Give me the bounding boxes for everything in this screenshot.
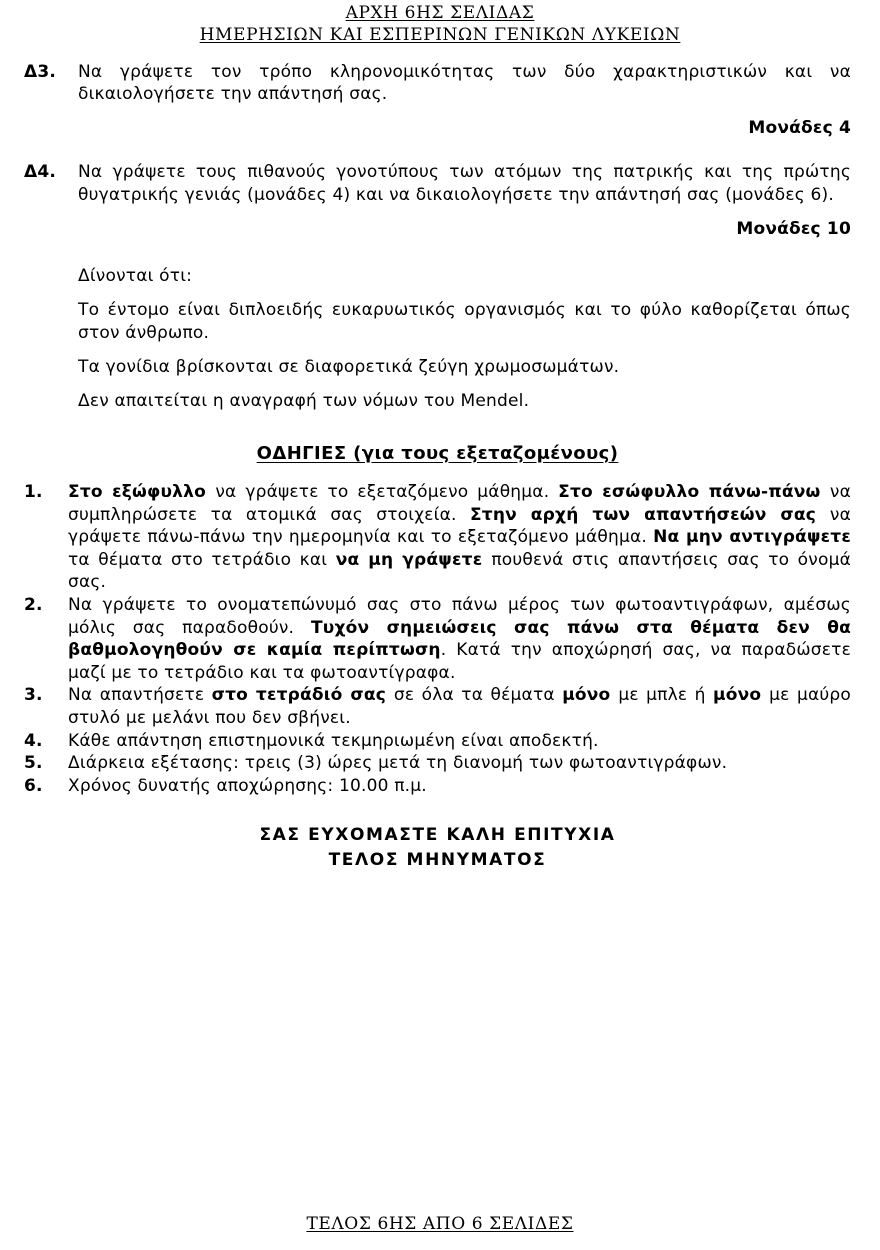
list-item — [24, 752, 851, 775]
list-item — [24, 775, 851, 798]
list-item-text: Διάρκεια εξέτασης: τρεις (3) ώρες μετά τη διανομή των φωτοαντιγράφων. — [68, 753, 728, 774]
question-d4-text: Να γράψετε τους πιθανούς γονοτύπους των ατόμων της πατρικής και της πρώτης θυγατρικής γενιάς (μονάδες 4) και να δικαιολογήσετε την απάντησή σας (μονάδες 6). — [78, 162, 851, 206]
list-item-text: Κάθε απάντηση επιστημονικά τεκμηριωμένη είναι αποδεκτή. — [68, 730, 599, 751]
page-content — [0, 61, 880, 872]
instructions-heading — [24, 443, 851, 464]
page-footer-text: ΤΕΛΟΣ 6ΗΣ ΑΠΟ 6 ΣΕΛΙΔΕΣ — [306, 1214, 574, 1234]
list-item — [24, 684, 851, 729]
list-item-text: Να γράψετε το ονοματεπώνυμό σας στο πάνω μέρος των φωτοαντιγράφων, αμέσως μόλις σας παραδοθούν. Τυχόν σημειώσεις σας πάνω στα θέματα δεν θα βαθμολογηθούν σε καμία περίπτωση. Κατά την αποχώρησή σας, να παραδώσετε μαζί με το τετράδιο και τα φωτοαντίγραφα. — [68, 594, 852, 683]
list-item-number: 5. — [24, 753, 43, 774]
question-d3-marks: Μονάδες 4 — [748, 118, 851, 139]
list-item-text: Στο εξώφυλλο να γράψετε το εξεταζόμενο μάθημα. Στο εσώφυλλο πάνω-πάνω να συμπληρώσετε τα ατομικά σας στοιχεία. Στην αρχή των απαντήσεών σας να γράψετε πάνω-πάνω την ημερομηνία και το εξεταζόμενο μάθημα. Να μην αντιγράψετε τα θέματα στο τετράδιο και να μη γράψετε πουθενά στις απαντήσεις σας το όνομά σας. — [68, 481, 852, 593]
closing-message — [24, 823, 851, 871]
list-item — [24, 481, 851, 594]
list-item-number: 6. — [24, 775, 43, 796]
question-d3-text: Να γράψετε τον τρόπο κληρονομικότητας των δύο χαρακτηριστικών και να δικαιολογήσετε την απάντησή σας. — [78, 61, 851, 105]
question-d3-label: Δ3. — [24, 61, 57, 82]
instructions-list — [24, 481, 851, 798]
header-line-1 — [0, 3, 880, 25]
given-fact-item: Τα γονίδια βρίσκονται σε διαφορετικά ζεύγη χρωμοσωμάτων. — [78, 357, 620, 378]
given-fact-item: Δεν απαιτείται η αναγραφή των νόμων του Mendel. — [78, 391, 530, 411]
header-line-2 — [0, 25, 880, 47]
question-d4-body — [78, 161, 851, 207]
header-line-2-text: ΗΜΕΡΗΣΙΩΝ ΚΑΙ ΕΣΠΕΡΙΝΩΝ ΓΕΝΙΚΩΝ ΛΥΚΕΙΩΝ — [199, 24, 681, 45]
list-item-number: 1. — [24, 481, 43, 502]
page-header — [0, 0, 880, 47]
list-item-number: 4. — [24, 730, 43, 751]
list-item — [24, 730, 851, 753]
closing-line-2: ΤΕΛΟΣ ΜΗΝΥΜΑΤΟΣ — [328, 849, 547, 870]
list-item-number: 3. — [24, 685, 43, 706]
header-line-1-text: ΑΡΧΗ 6ΗΣ ΣΕΛΙΔΑΣ — [345, 3, 535, 23]
list-item-text: Χρόνος δυνατής αποχώρησης: 10.00 π.μ. — [68, 775, 427, 796]
given-facts-intro: Δίνονται ότι: — [78, 266, 193, 287]
given-facts — [24, 265, 851, 413]
list-item-number: 2. — [24, 594, 43, 615]
list-item — [24, 594, 851, 684]
question-d4-label: Δ4. — [24, 162, 57, 183]
given-fact-item: Το έντομο είναι διπλοειδής ευκαρυωτικός οργανισμός και το φύλο καθορίζεται όπως στον άνθρωπο. — [78, 300, 851, 344]
list-item-text: Να απαντήσετε στο τετράδιό σας σε όλα τα θέματα μόνο με μπλε ή μόνο με μαύρο στυλό με μελάνι που δεν σβήνει. — [68, 685, 851, 729]
question-d4 — [24, 161, 851, 207]
question-d3 — [24, 61, 851, 107]
instructions-heading-text: ΟΔΗΓΙΕΣ (για τους εξεταζομένους) — [256, 442, 619, 464]
question-d3-body — [78, 61, 851, 107]
question-d4-marks: Μονάδες 10 — [736, 219, 851, 240]
closing-line-1: ΣΑΣ ΕΥΧΟΜΑΣΤΕ ΚΑΛΗ ΕΠΙΤΥΧΙΑ — [259, 825, 616, 846]
page-footer — [0, 1214, 880, 1234]
